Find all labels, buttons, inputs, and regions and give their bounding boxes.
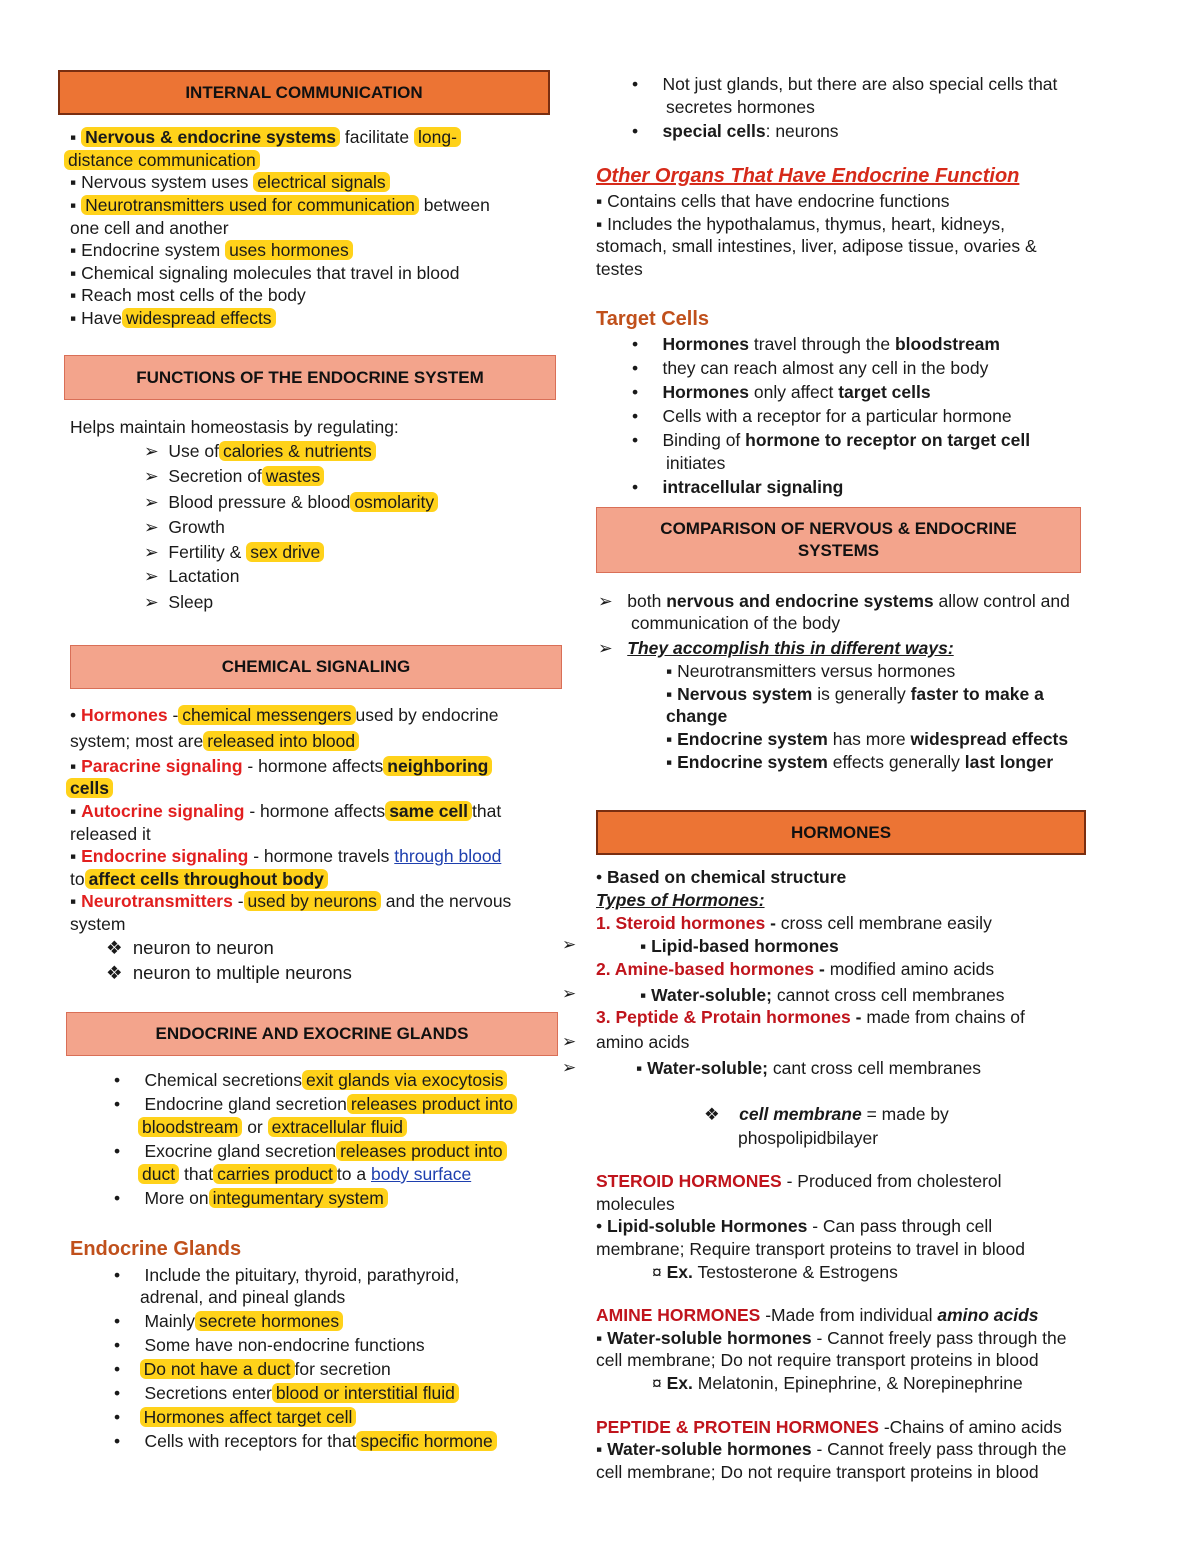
cell-membrane-note-cont: phospolipidbilayer xyxy=(738,1128,879,1148)
arrow-icon: ➢ xyxy=(598,591,613,611)
internal-line-8: ▪ Reach most cells of the body xyxy=(70,285,306,305)
hormones-header: HORMONES xyxy=(596,810,1086,855)
chemical-signaling-header: CHEMICAL SIGNALING xyxy=(70,645,562,689)
internal-line-2: distance communication xyxy=(64,149,260,171)
arrow-icon: ➢ xyxy=(562,935,577,954)
comparison-sub: ▪ Endocrine system has more widespread effects xyxy=(666,729,1069,749)
hormones-sub: ▪ Water-soluble; cant cross cell membranes xyxy=(636,1058,981,1078)
internal-line-1: ▪ Nervous & endocrine systems facilitate long- xyxy=(70,126,461,148)
glands-item: • Chemical secretions exit glands via exocytosis xyxy=(114,1069,507,1091)
steroid-hormones-title: STEROID HORMONES - Produced from cholesterol xyxy=(596,1171,1002,1191)
function-item: ➢ Use of calories & nutrients xyxy=(144,440,376,462)
internal-line-6: ▪ Endocrine system uses hormones xyxy=(70,239,353,261)
arrow-icon: ➢ xyxy=(144,492,159,512)
chemical-paracrine: ▪ Paracrine signaling - hormone affects neighboring xyxy=(70,755,492,777)
target-item-cont: initiates xyxy=(666,453,726,473)
endocrine-gland-item-cont: adrenal, and pineal glands xyxy=(140,1287,346,1307)
target-item: • Binding of hormone to receptor on target cell xyxy=(632,430,1031,450)
functions-intro: Helps maintain homeostasis by regulating: xyxy=(70,417,399,437)
arrow-icon: ➢ xyxy=(562,984,577,1003)
chemical-neurotransmitters: ▪ Neurotransmitters - used by neurons and the nervous xyxy=(70,891,512,911)
top-item: • special cells: neurons xyxy=(632,121,839,141)
chemical-hormones-2: system; most are released into blood xyxy=(70,730,359,752)
comparison-sub: ▪ Nervous system is generally faster to make a xyxy=(666,684,1044,704)
arrow-icon: ➢ xyxy=(144,592,159,612)
internal-line-3: ▪ Nervous system uses electrical signals xyxy=(70,171,390,193)
peptide-hormones-line: cell membrane; Do not require transport proteins in blood xyxy=(596,1462,1039,1482)
chemical-hormones: • Hormones - chemical messengers used by endocrine xyxy=(70,705,499,725)
endocrine-gland-item: • Cells with receptors for that specific hormone xyxy=(114,1430,497,1452)
target-cells-title: Target Cells xyxy=(596,308,709,330)
chemical-neurotransmitters-2: system xyxy=(70,914,126,934)
chemical-autocrine-2: released it xyxy=(70,824,151,844)
top-item: • Not just glands, but there are also special cells that xyxy=(632,74,1058,94)
hormones-sub: ▪ Water-soluble; cannot cross cell membranes xyxy=(640,985,1005,1005)
endocrine-gland-item: • Some have non-endocrine functions xyxy=(114,1335,425,1355)
glands-item: • Exocrine gland secretion releases product into xyxy=(114,1140,507,1162)
function-item: ➢ Growth xyxy=(144,517,225,537)
glands-header: ENDOCRINE AND EXOCRINE GLANDS xyxy=(66,1012,558,1056)
endocrine-gland-item: • Hormones affect target cell xyxy=(114,1406,356,1428)
diamond-icon: ❖ xyxy=(106,937,123,958)
diamond-icon: ❖ xyxy=(704,1104,720,1124)
endocrine-gland-item: • Secretions enter blood or interstitial fluid xyxy=(114,1382,459,1404)
arrow-icon: ➢ xyxy=(144,542,159,562)
endocrine-gland-item: • Mainly secrete hormones xyxy=(114,1310,343,1332)
comparison-header: COMPARISON OF NERVOUS & ENDOCRINE SYSTEMS xyxy=(596,507,1081,573)
hormones-types-title: Types of Hormones: xyxy=(596,890,765,910)
steroid-hormones-line: • Lipid-soluble Hormones - Can pass through cell xyxy=(596,1216,993,1236)
hormones-line: • Based on chemical structure xyxy=(596,867,847,887)
internal-line-9: ▪ Have widespread effects xyxy=(70,307,276,329)
comparison-item: ➢ They accomplish this in different ways: xyxy=(598,638,954,658)
comparison-item: ➢ both nervous and endocrine systems allow control and xyxy=(598,591,1070,611)
diamond-icon: ❖ xyxy=(106,962,123,983)
steroid-hormones-line: molecules xyxy=(596,1194,675,1214)
endocrine-glands-title: Endocrine Glands xyxy=(70,1238,242,1260)
arrow-icon: ➢ xyxy=(144,517,159,537)
amine-hormones-line: cell membrane; Do not require transport proteins in blood xyxy=(596,1350,1039,1370)
glands-item-cont: bloodstream or extracellular fluid xyxy=(138,1116,407,1138)
other-organs-title: Other Organs That Have Endocrine Function xyxy=(596,165,1020,187)
top-item-cont: secretes hormones xyxy=(666,97,815,117)
steroid-hormones-line: membrane; Require transport proteins to travel in blood xyxy=(596,1239,1025,1259)
function-item: ➢ Sleep xyxy=(144,592,214,612)
hormones-sub: ▪ Lipid-based hormones xyxy=(640,936,839,956)
arrow-icon: ➢ xyxy=(144,441,159,461)
internal-line-4: ▪ Neurotransmitters used for communication between xyxy=(70,195,490,215)
chemical-neuron-item: ❖ neuron to multiple neurons xyxy=(106,962,352,983)
arrow-icon: ➢ xyxy=(562,1032,577,1051)
comparison-sub-cont: change xyxy=(666,706,728,726)
chemical-neuron-item: ❖ neuron to neuron xyxy=(106,937,274,958)
comparison-item-cont: communication of the body xyxy=(631,613,841,633)
internal-communication-header: INTERNAL COMMUNICATION xyxy=(58,70,550,115)
internal-line-5: one cell and another xyxy=(70,218,229,238)
glands-item: • Endocrine gland secretion releases product into xyxy=(114,1093,517,1115)
internal-line-7: ▪ Chemical signaling molecules that travel in blood xyxy=(70,263,460,283)
arrow-icon: ➢ xyxy=(562,1058,577,1077)
function-item: ➢ Secretion of wastes xyxy=(144,465,324,487)
cell-membrane-note: ❖ cell membrane = made by xyxy=(704,1104,949,1124)
hormones-steroid: 1. Steroid hormones - cross cell membrane easily xyxy=(596,913,992,933)
arrow-icon: ➢ xyxy=(144,466,159,486)
amine-hormones-line: ▪ Water-soluble hormones - Cannot freely pass through the xyxy=(596,1328,1067,1348)
arrow-icon: ➢ xyxy=(598,638,613,658)
steroid-example: ¤ Ex. Testosterone & Estrogens xyxy=(652,1262,898,1282)
endocrine-gland-item: • Include the pituitary, thyroid, parathyroid, xyxy=(114,1265,460,1285)
chemical-endocrine: ▪ Endocrine signaling - hormone travels through blood xyxy=(70,846,502,866)
peptide-hormones-line: ▪ Water-soluble hormones - Cannot freely pass through the xyxy=(596,1439,1067,1459)
functions-header: FUNCTIONS OF THE ENDOCRINE SYSTEM xyxy=(64,355,556,400)
function-item: ➢ Fertility & sex drive xyxy=(144,541,324,563)
comparison-sub: ▪ Neurotransmitters versus hormones xyxy=(666,661,956,681)
glands-item-cont: duct that carries product to a body surface xyxy=(138,1163,471,1185)
hormones-amine: 2. Amine-based hormones - modified amino acids xyxy=(596,959,995,979)
other-organs-line: ▪ Includes the hypothalamus, thymus, heart, kidneys, xyxy=(596,214,1005,234)
target-item: • Hormones only affect target cells xyxy=(632,382,931,402)
chemical-paracrine-2: cells xyxy=(66,777,113,799)
other-organs-line: ▪ Contains cells that have endocrine functions xyxy=(596,191,950,211)
target-item: • intracellular signaling xyxy=(632,477,844,497)
endocrine-gland-item: • Do not have a duct for secretion xyxy=(114,1359,391,1379)
other-organs-line: stomach, small intestines, liver, adipose tissue, ovaries & xyxy=(596,236,1037,256)
chemical-endocrine-2: to affect cells throughout body xyxy=(70,868,328,890)
other-organs-line: testes xyxy=(596,259,643,279)
hormones-peptide: 3. Peptide & Protain hormones - made from chains of xyxy=(596,1007,1025,1027)
peptide-hormones-title: PEPTIDE & PROTEIN HORMONES -Chains of amino acids xyxy=(596,1417,1062,1437)
amine-example: ¤ Ex. Melatonin, Epinephrine, & Norepinephrine xyxy=(652,1373,1023,1393)
comparison-sub: ▪ Endocrine system effects generally last longer xyxy=(666,752,1054,772)
amine-hormones-title: AMINE HORMONES -Made from individual amino acids xyxy=(596,1305,1039,1325)
hormones-peptide-cont: amino acids xyxy=(596,1032,690,1052)
target-item: • Cells with a receptor for a particular hormone xyxy=(632,406,1012,426)
chemical-autocrine: ▪ Autocrine signaling - hormone affects same cell that xyxy=(70,801,502,821)
function-item: ➢ Lactation xyxy=(144,566,240,586)
arrow-icon: ➢ xyxy=(144,566,159,586)
function-item: ➢ Blood pressure & blood osmolarity xyxy=(144,491,438,513)
target-item: • Hormones travel through the bloodstream xyxy=(632,334,1000,354)
glands-item: • More on integumentary system xyxy=(114,1187,388,1209)
target-item: • they can reach almost any cell in the body xyxy=(632,358,989,378)
